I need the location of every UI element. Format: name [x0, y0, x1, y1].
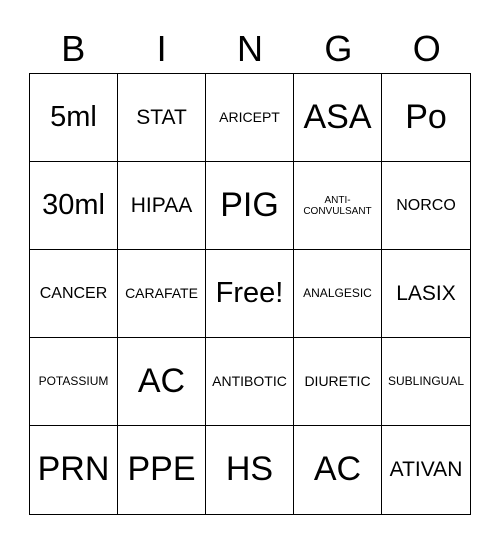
header-letter-o: O [412, 28, 441, 69]
header-letter-b: B [61, 28, 86, 69]
bingo-board [29, 73, 471, 515]
bingo-cell[interactable]: PIG [206, 162, 294, 250]
bingo-cell[interactable]: Po [382, 74, 470, 162]
bingo-cell[interactable]: ARICEPT [206, 74, 294, 162]
header-letter-n: N [236, 28, 263, 69]
bingo-cell[interactable]: ANALGESIC [294, 250, 382, 338]
bingo-cell[interactable]: AC [118, 338, 206, 426]
bingo-cell[interactable]: ASA [294, 74, 382, 162]
bingo-cell[interactable]: ANTIBOTIC [206, 338, 294, 426]
header-letter-g: G [324, 28, 353, 69]
bingo-cell[interactable]: NORCO [382, 162, 470, 250]
bingo-cell-free[interactable]: Free! [206, 250, 294, 338]
bingo-cell[interactable]: AC [294, 426, 382, 514]
bingo-cell[interactable]: ATIVAN [389, 458, 463, 482]
bingo-header [29, 24, 471, 74]
bingo-cell[interactable]: PPE [118, 426, 206, 514]
bingo-cell[interactable]: CARAFATE [118, 250, 206, 338]
bingo-cell[interactable]: PRN [30, 426, 118, 514]
bingo-cell[interactable]: POTASSIUM [30, 338, 118, 426]
bingo-cell[interactable]: 5ml [30, 74, 118, 162]
bingo-cell[interactable]: STAT [118, 74, 206, 162]
bingo-cell[interactable]: SUBLINGUAL [382, 338, 470, 426]
header-letter-i: I [156, 28, 167, 69]
bingo-cell[interactable]: HS [206, 426, 294, 514]
bingo-cell[interactable]: 30ml [30, 162, 118, 250]
bingo-cell[interactable]: LASIX [382, 250, 470, 338]
bingo-cell[interactable]: HIPAA [118, 162, 206, 250]
bingo-cell[interactable]: DIURETIC [294, 338, 382, 426]
bingo-cell[interactable]: ANTI- CONVULSANT [294, 162, 382, 250]
bingo-cell[interactable]: CANCER [30, 250, 118, 338]
